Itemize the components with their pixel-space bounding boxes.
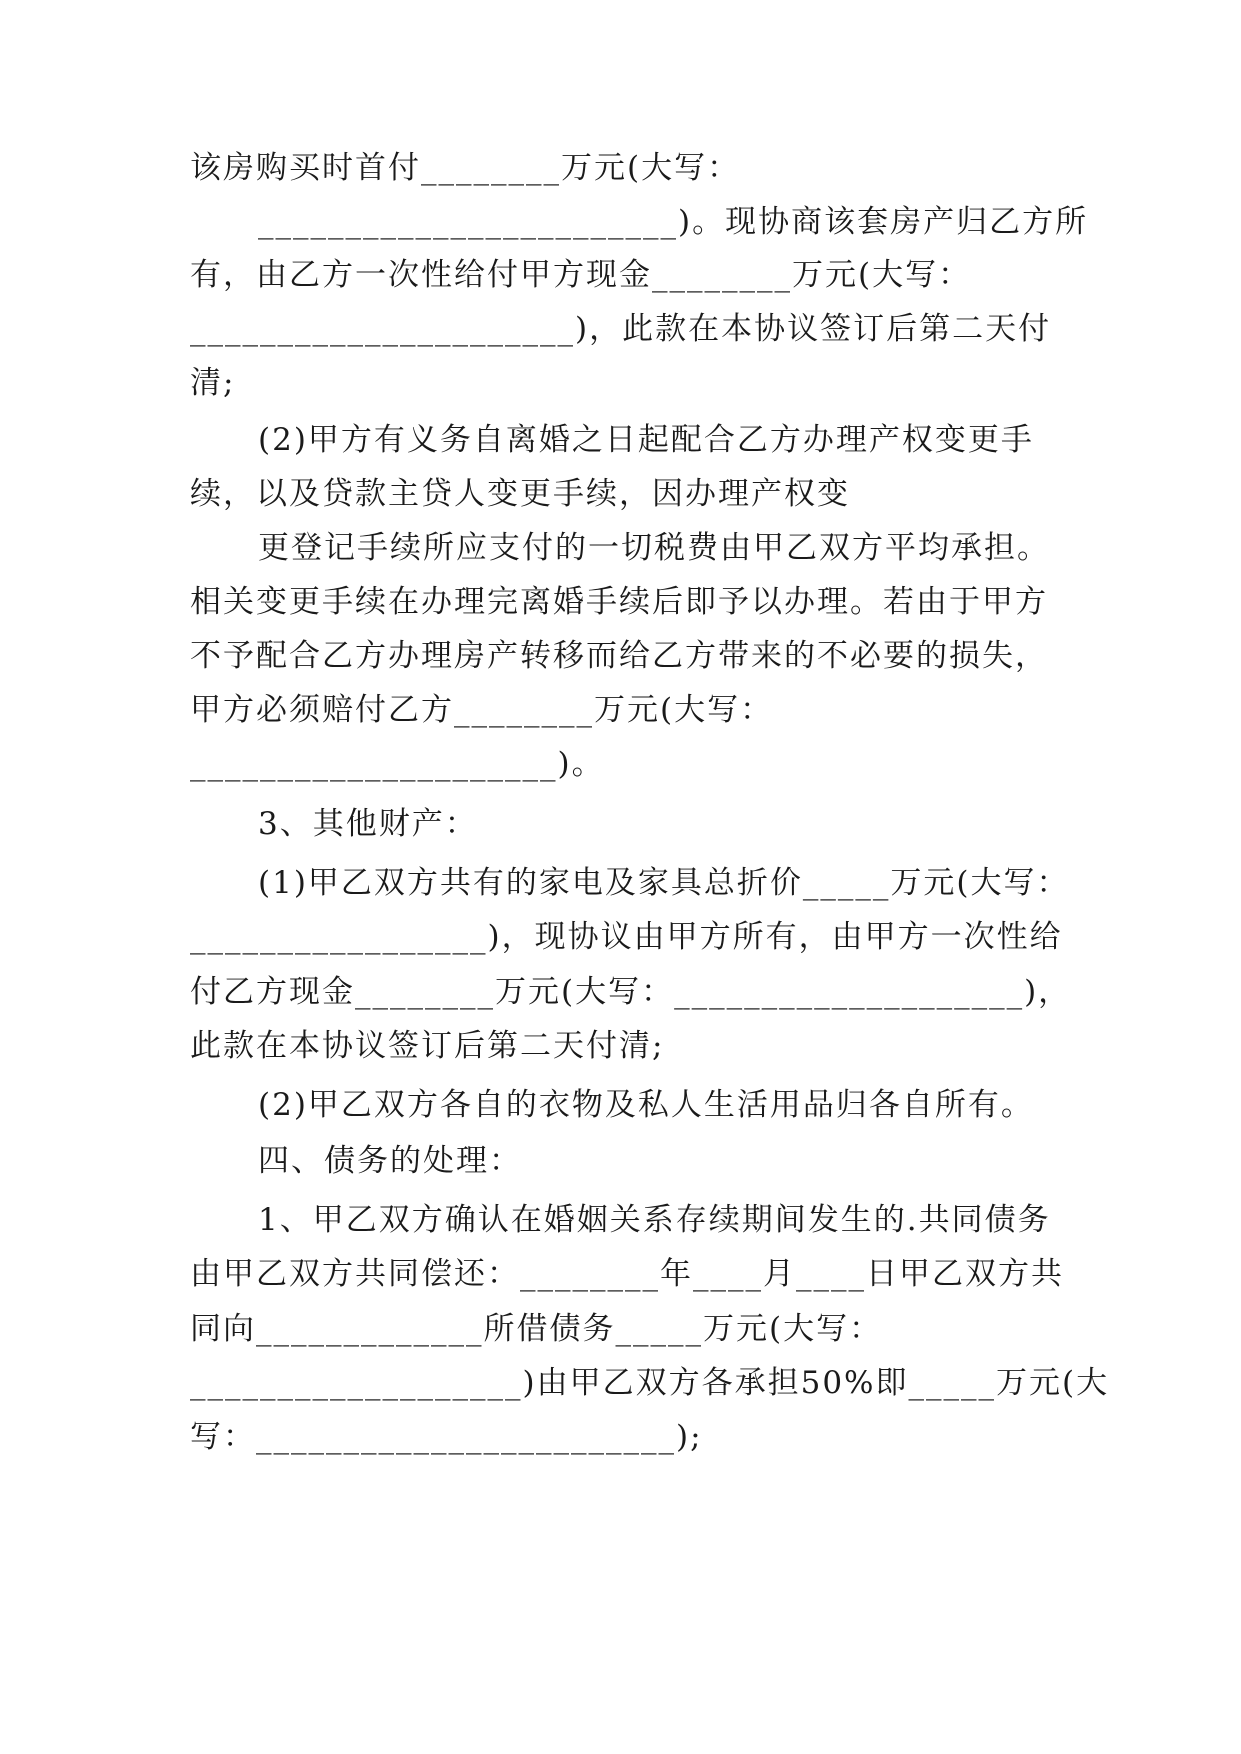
text-line: 更登记手续所应支付的一切税费由甲乙双方平均承担。 bbox=[258, 530, 1050, 566]
text-line: 同向_____________所借债务_____万元(大写： bbox=[190, 1311, 883, 1347]
text-line: 甲方必须赔付乙方________万元(大写： bbox=[190, 692, 774, 728]
text-line: ______________________)，此款在本协议签订后第二天付 bbox=[190, 311, 1052, 347]
text-line: ___________________)由甲乙双方各承担50%即_____万元(大 bbox=[190, 1365, 1110, 1401]
text-line: (2)甲方有义务自离婚之日起配合乙方办理产权变更手 bbox=[258, 422, 1034, 458]
text-line: 写：________________________); bbox=[190, 1419, 703, 1455]
text-line: 1、甲乙双方确认在婚姻关系存续期间发生的.共同债务 bbox=[258, 1202, 1051, 1238]
text-line: 此款在本协议签订后第二天付清; bbox=[190, 1028, 665, 1064]
text-line: 该房购买时首付________万元(大写： bbox=[190, 150, 741, 186]
text-line: 付乙方现金________万元(大写：____________________)， bbox=[190, 974, 1072, 1010]
text-line: 续，以及贷款主贷人变更手续，因办理产权变 bbox=[190, 476, 850, 512]
section-heading: 3、其他财产： bbox=[258, 806, 478, 842]
text-line: 有，由乙方一次性给付甲方现金________万元(大写： bbox=[190, 257, 972, 293]
text-line: 清; bbox=[190, 365, 236, 401]
text-line: 相关变更手续在办理完离婚手续后即予以办理。若由于甲方 bbox=[190, 584, 1048, 620]
text-line: ________________________)。现协商该套房产归乙方所 bbox=[258, 204, 1089, 240]
text-line: 由甲乙双方共同偿还：________年____月____日甲乙双方共 bbox=[190, 1256, 1064, 1292]
text-line: (2)甲乙双方各自的衣物及私人生活用品归各自所有。 bbox=[258, 1087, 1034, 1123]
section-heading: 四、债务的处理： bbox=[258, 1143, 522, 1179]
text-line: (1)甲乙双方共有的家电及家具总折价_____万元(大写： bbox=[258, 865, 1070, 901]
text-line: 不予配合乙方办理房产转移而给乙方带来的不必要的损失， bbox=[190, 638, 1048, 674]
text-line: _________________)，现协议由甲方所有，由甲方一次性给 bbox=[190, 919, 1063, 955]
text-line: _____________________)。 bbox=[190, 746, 605, 782]
